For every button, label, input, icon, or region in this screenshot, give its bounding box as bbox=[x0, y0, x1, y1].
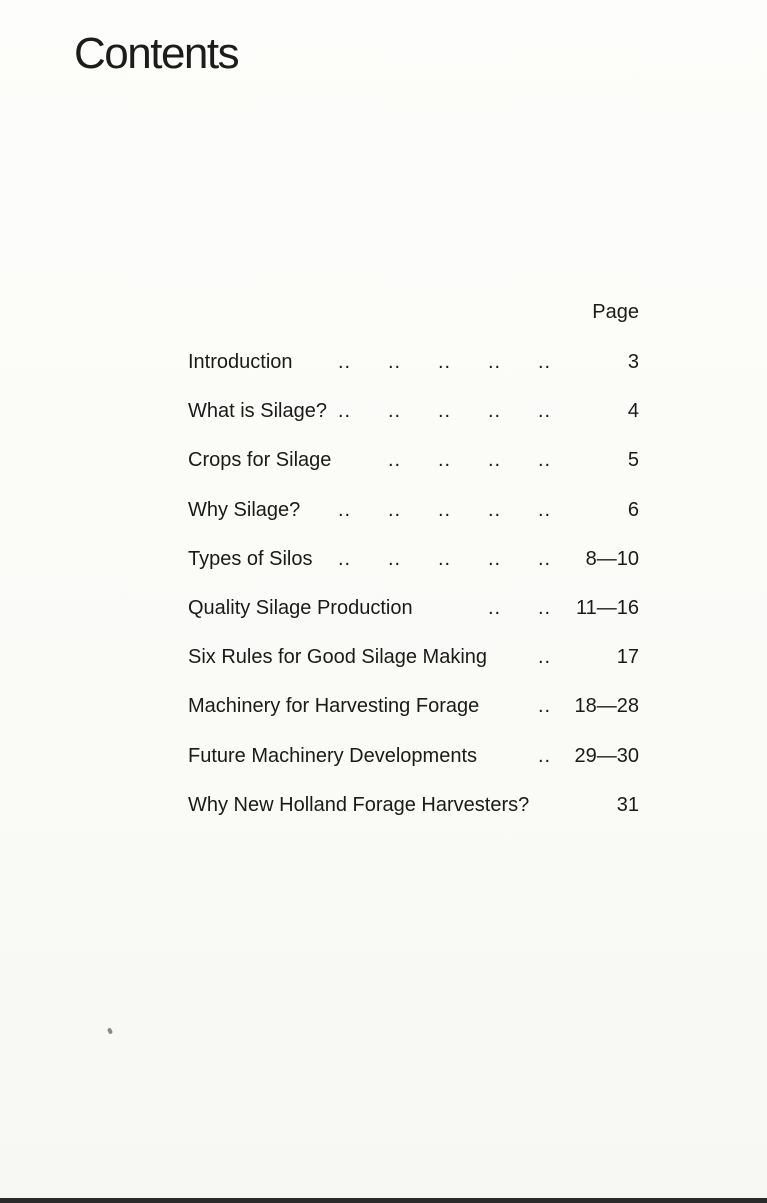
toc-entry-title: Types of Silos bbox=[188, 547, 313, 570]
toc-entry bbox=[188, 496, 639, 545]
toc-entry bbox=[188, 545, 639, 594]
toc-entry bbox=[188, 348, 639, 397]
dot-leaders: .. bbox=[538, 646, 552, 669]
dot-leaders: .. .. .. .. bbox=[388, 449, 552, 472]
toc-entry-title: Machinery for Harvesting Forage bbox=[188, 695, 480, 718]
dot-leaders: .. bbox=[538, 695, 552, 718]
toc-entry-title: Six Rules for Good Silage Making bbox=[188, 646, 488, 669]
dot-leaders: .. .. .. .. .. bbox=[338, 351, 552, 373]
table-of-contents bbox=[188, 348, 639, 840]
toc-entry-title: What is Silage? bbox=[188, 400, 327, 423]
toc-entry-page: 5 bbox=[627, 449, 639, 472]
page-title: Contents bbox=[74, 29, 239, 78]
toc-entry bbox=[188, 791, 639, 840]
dot-leaders: .. .. bbox=[488, 596, 552, 619]
scan-bottom-edge bbox=[0, 1198, 767, 1203]
toc-entry-page: 31 bbox=[616, 793, 639, 816]
dot-leaders: .. bbox=[538, 744, 552, 767]
toc-entry-title: Introduction bbox=[188, 351, 293, 373]
toc-entry-page: 3 bbox=[627, 351, 639, 373]
toc-entry-page: 29—30 bbox=[574, 744, 639, 767]
toc-entry bbox=[188, 594, 639, 643]
toc-entry-page: 17 bbox=[616, 646, 639, 669]
page-column-header: Page bbox=[592, 301, 639, 323]
toc-entry bbox=[188, 692, 639, 741]
toc-entry bbox=[188, 446, 639, 495]
toc-entry bbox=[188, 397, 639, 446]
toc-entry bbox=[188, 643, 639, 692]
dot-leaders: .. .. .. .. .. bbox=[338, 400, 552, 423]
toc-entry-page: 18—28 bbox=[574, 695, 639, 718]
toc-entry-page: 6 bbox=[627, 498, 639, 521]
toc-entry-title: Why Silage? bbox=[188, 498, 301, 521]
toc-entry-page: 4 bbox=[627, 400, 639, 423]
toc-entry-title: Why New Holland Forage Harvesters? bbox=[188, 793, 530, 816]
dot-leaders: .. .. .. .. .. bbox=[338, 547, 552, 570]
paper-speck bbox=[107, 1027, 113, 1034]
dot-leaders: .. .. .. .. .. bbox=[338, 498, 552, 521]
toc-entry-title: Future Machinery Developments bbox=[188, 744, 478, 767]
toc-entry bbox=[188, 742, 639, 791]
toc-entry-page: 8—10 bbox=[585, 547, 639, 570]
toc-entry-title: Crops for Silage bbox=[188, 449, 332, 472]
toc-entry-page: 11—16 bbox=[575, 596, 639, 619]
toc-entry-title: Quality Silage Production bbox=[188, 596, 413, 619]
